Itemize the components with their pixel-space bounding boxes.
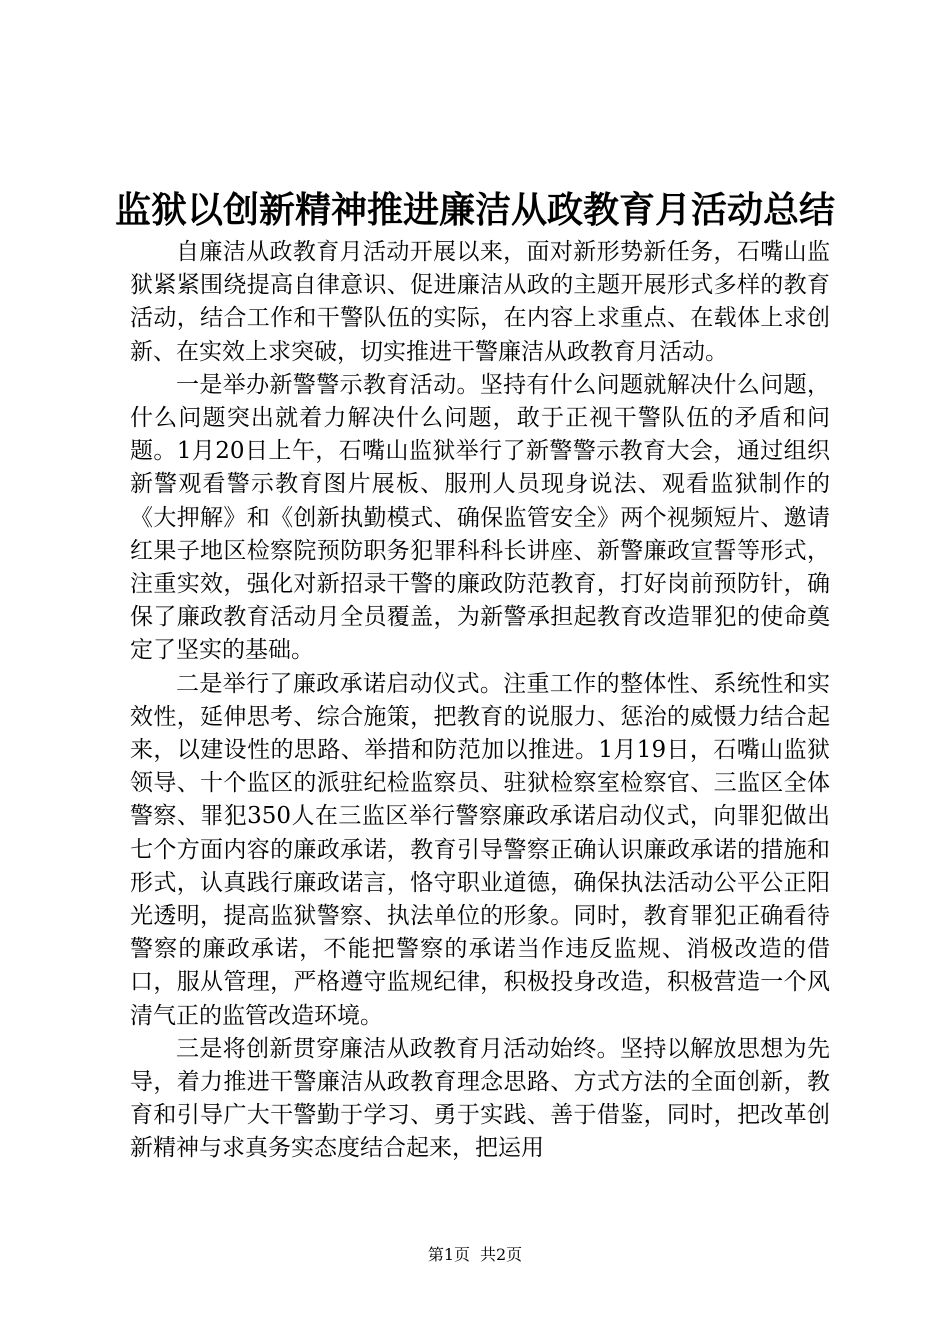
page-number: 第1页 [427,1245,470,1264]
paragraph-3: 三是将创新贯穿廉洁从政教育月活动始终。坚持以解放思想为先导，着力推进干警廉洁从政教育理念思路、方式方法的全面创新，教育和引导广大干警勤于学习、勇于实践、善于借鉴，同时，把改革创新精神与求真务实态度结合起来，把运用 [130,1035,830,1162]
document-body [130,236,830,1166]
paragraph-intro: 自廉洁从政教育月活动开展以来，面对新形势新任务，石嘴山监狱紧紧围绕提高自律意识、促进廉洁从政的主题开展形式多样的教育活动，结合工作和干警队伍的实际，在内容上求重点、在载体上求创新、在实效上求突破，切实推进干警廉洁从政教育月活动。 [130,239,830,365]
document-title: 监狱以创新精神推进廉洁从政教育月活动总结 [114,189,835,231]
page-footer [0,1244,950,1266]
paragraph-1: 一是举办新警警示教育活动。坚持有什么问题就解决什么问题，什么问题突出就着力解决什么问题，敢于正视干警队伍的矛盾和问题。1月20日上午，石嘴山监狱举行了新警警示教育大会，通过组织新警观看警示教育图片展板、服刑人员现身说法、观看监狱制作的《大押解》和《创新执勤模式、确保监管安全》两个视频短片、邀请红果子地区检察院预防职务犯罪科科长讲座、新警廉政宣誓等形式，注重实效，强化对新招录干警的廉政防范教育，打好岗前预防针，确保了廉政教育活动月全员覆盖，为新警承担起教育改造罪犯的使命奠定了坚实的基础。 [130,371,830,664]
page-total: 共2页 [480,1245,523,1264]
paragraph-2: 二是举行了廉政承诺启动仪式。注重工作的整体性、系统性和实效性，延伸思考、综合施策，把教育的说服力、惩治的威慑力结合起来，以建设性的思路、举措和防范加以推进。1月19日，石嘴山监狱领导、十个监区的派驻纪检监察员、驻狱检察室检察官、三监区全体警察、罪犯350人在三监区举行警察廉政承诺启动仪式，向罪犯做出七个方面内容的廉政承诺，教育引导警察正确认识廉政承诺的措施和形式，认真践行廉政诺言，恪守职业道德，确保执法活动公平公正阳光透明，提高监狱警察、执法单位的形象。同时，教育罪犯正确看待警察的廉政承诺，不能把警察的承诺当作违反监规、消极改造的借口，服从管理，严格遵守监规纪律，积极投身改造，积极营造一个风清气正的监管改造环境。 [130,670,830,1029]
